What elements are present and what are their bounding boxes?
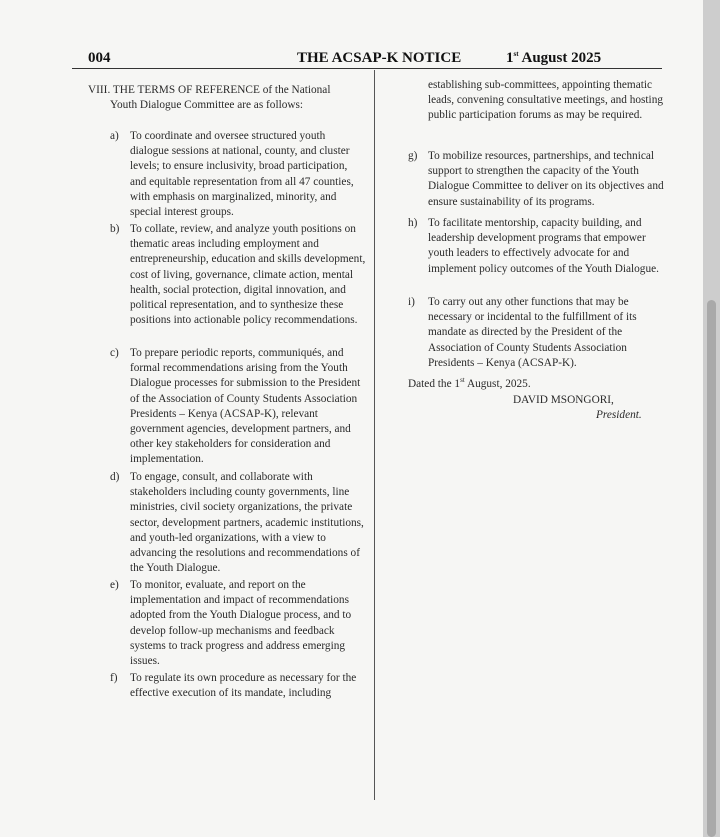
signatory-name: DAVID MSONGORI, <box>513 394 614 406</box>
dated-line: Dated the 1st August, 2025. <box>408 376 531 390</box>
notice-date: 1st August 2025 <box>506 50 602 66</box>
intro-paragraph: VIII. THE TERMS OF REFERENCE of the National Youth Dialogue Committee are as follows: <box>88 84 331 112</box>
column-divider <box>374 70 375 800</box>
notice-page: 004 THE ACSAP-K NOTICE 1st August 2025 VIII. THE TERMS OF REFERENCE of the National Youth Dialogue Committee are as follows: a) To coordinate and oversee structured youth dialogue sessions at national, county, and cluster levels; to ensure inclusivity, broad participation, and equitable representation from all 47 counties, with emphasis on marginalized, minority, and special interest groups. b) To collate, review, and analyze youth positions on thematic areas including employment and entrepreneurship, education and skills development, cost of living, governance, climate action, mental health, social protection, digital innovation, and political representation, and to synthesize these positions into actionable policy recommendations. c) To prepare periodic reports, communiqués, and formal recommendations arising from the Youth Dialogue processes for submission to the President of the Association of County Students Association Presidents – Kenya (ACSAP-K), relevant government agencies, development partners, and other key stakeholders for consideration and implementation. d) To engage, consult, and collaborate with stakeholders including county governments, line ministries, civil society organizations, the private sector, development partners, academic institutions, and youth-led organizations, with a view to advancing the resolutions and recommendations of the Youth Dialogue. e) To monitor, evaluate, and report on the implementation and impact of recommendations adopted from the Youth Dialogue process, and to develop follow-up mechanisms and feedback systems to track progress and address emerging issues. f) To regulate its own procedure as necessary for the effective execution of its mandate, including establishing sub-committees, appointing thematic leads, convening consultative meetings, and hosting public participation forums as may be required. g) To mobilize resources, partnerships, and technical support to strengthen the capacity of the Youth Dialogue Committee to deliver on its objectives and ensure sustainability of its programs. h) To facilitate mentorship, capacity building, and leadership development programs that empower youth leaders to effectively advocate for and implement policy outcomes of the Youth Dialogue. i) To carry out any other functions that may be necessary or incidental to the fulfillment of its mandate as directed by the President of the Association of County Students Association Presidents – Kenya (ACSAP-K). Dated the 1st August, 2025. DAVID MSONGORI, President. <box>0 0 703 837</box>
signatory-role: President. <box>596 409 642 421</box>
scrollbar-thumb[interactable] <box>707 300 716 837</box>
header-rule <box>72 68 662 69</box>
notice-title: THE ACSAP-K NOTICE <box>297 50 462 66</box>
page-number: 004 <box>88 50 111 66</box>
